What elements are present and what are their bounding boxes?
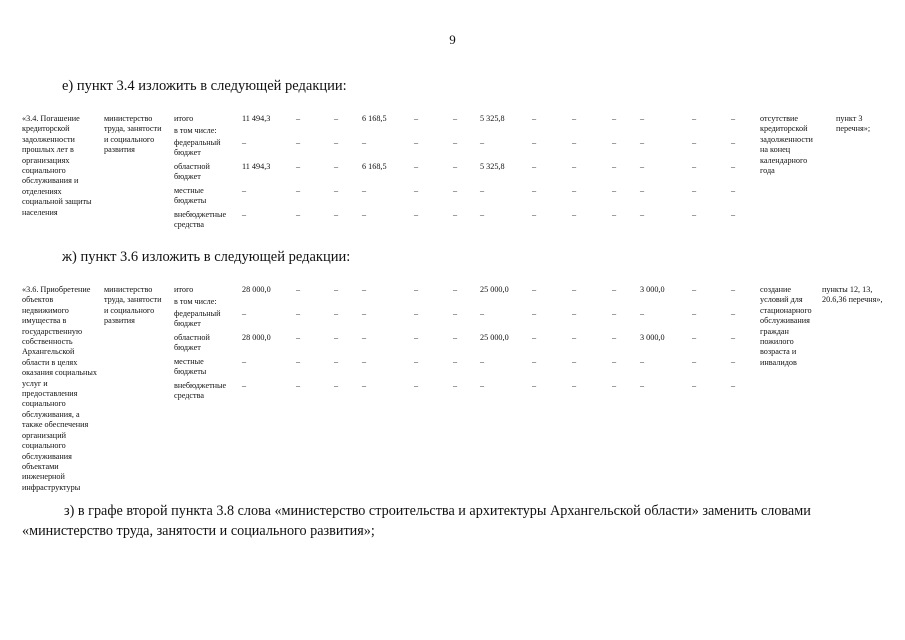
value-cell: – [640,114,645,123]
value-cell: – [532,333,537,342]
value-cell: – [532,357,537,366]
value-cell: – [731,162,736,171]
value-cell: – [242,309,247,318]
row-label: в том числе: [174,126,217,135]
value-cell: – [572,162,577,171]
value-cell: – [480,186,485,195]
value-cell: – [362,357,367,366]
expected-result: создание условий для стационарного обслуживания граждан пожилого возраста и инвалидов [760,285,812,367]
value-cell: – [532,162,537,171]
value-cell: – [362,186,367,195]
value-cell: – [334,114,339,123]
value-cell: – [362,309,367,318]
row-label: местные бюджеты [174,186,207,206]
row-label: федеральный бюджет [174,309,221,329]
row-label: областной бюджет [174,162,210,182]
value-cell: – [362,333,367,342]
value-cell: – [296,186,301,195]
value-cell: – [692,114,697,123]
value-cell: – [453,186,458,195]
value-cell: – [414,285,419,294]
value-cell: – [480,210,485,219]
value-cell: – [572,333,577,342]
value-cell: – [414,357,419,366]
list-reference: пункты 12, 13, 20.6,36 перечня», [822,285,883,305]
value-cell: – [453,138,458,147]
value-cell: – [640,138,645,147]
value-cell: – [572,138,577,147]
value-cell: – [572,210,577,219]
value-cell: – [334,309,339,318]
page-number: 9 [449,32,456,47]
value-cell: – [453,285,458,294]
value-cell: – [296,309,301,318]
value-cell: – [334,162,339,171]
value-cell: – [572,357,577,366]
value-cell: 11 494,3 [242,162,271,171]
value-cell: 11 494,3 [242,114,271,123]
value-cell: – [640,162,645,171]
value-cell: – [296,381,301,390]
value-cell: – [692,381,697,390]
value-cell: – [640,186,645,195]
value-cell: – [612,333,617,342]
value-cell: – [640,381,645,390]
value-cell: – [242,138,247,147]
row-label: внебюджетные средства [174,381,227,401]
value-cell: – [731,381,736,390]
value-cell: – [453,210,458,219]
value-cell: – [296,114,301,123]
value-cell: – [414,381,419,390]
value-cell: – [612,381,617,390]
value-cell: – [532,186,537,195]
value-cell: – [480,381,485,390]
executor: министерство труда, занятости и социального развития [104,114,162,155]
value-cell: – [453,357,458,366]
value-cell: – [731,114,736,123]
value-cell: – [296,210,301,219]
value-cell: – [612,309,617,318]
value-cell: – [334,210,339,219]
value-cell: – [362,381,367,390]
value-cell: 28 000,0 [242,333,271,342]
value-cell: – [532,381,537,390]
value-cell: – [453,333,458,342]
value-cell: 6 168,5 [362,162,387,171]
value-cell: – [414,333,419,342]
value-cell: – [453,381,458,390]
value-cell: – [414,210,419,219]
value-cell: – [480,309,485,318]
value-cell: – [414,309,419,318]
value-cell: – [640,210,645,219]
value-cell: – [242,186,247,195]
row-label: местные бюджеты [174,357,207,377]
value-cell: – [731,186,736,195]
value-cell: – [692,333,697,342]
row-label: итого [174,114,194,123]
value-cell: – [334,381,339,390]
row-label: итого [174,285,194,294]
value-cell: – [572,309,577,318]
value-cell: – [334,186,339,195]
value-cell: – [296,162,301,171]
item-name: «3.4. Погашение кредиторской задолженности прошлых лет в организациях социального обслуживания и отделениях социальной защиты населения [22,114,92,217]
value-cell: 3 000,0 [640,333,665,342]
value-cell: – [612,162,617,171]
value-cell: 5 325,8 [480,114,505,123]
value-cell: – [612,357,617,366]
value-cell: – [692,357,697,366]
row-label: внебюджетные средства [174,210,227,230]
value-cell: – [362,138,367,147]
value-cell: – [362,210,367,219]
value-cell: – [692,210,697,219]
value-cell: – [612,138,617,147]
value-cell: – [296,333,301,342]
value-cell: – [532,285,537,294]
section-e-heading: е) пункт 3.4 изложить в следующей редакции: [62,78,347,94]
value-cell: – [453,114,458,123]
row-label: областной бюджет [174,333,210,353]
list-reference: пункт 3 перечня»; [836,114,871,134]
value-cell: – [334,333,339,342]
executor: министерство труда, занятости и социального развития [104,285,162,326]
value-cell: – [296,138,301,147]
value-cell: 25 000,0 [480,285,509,294]
value-cell: – [362,285,367,294]
row-label: федеральный бюджет [174,138,221,158]
section-z-text: з) в графе второй пункта 3.8 слова «министерство строительства и архитектуры Архангельской области» заменить словами «министерство труда, занятости и социального развития»; [22,503,811,539]
value-cell: – [532,138,537,147]
value-cell: – [731,309,736,318]
value-cell: – [692,186,697,195]
value-cell: – [612,114,617,123]
value-cell: – [612,210,617,219]
value-cell: – [453,309,458,318]
value-cell: – [480,357,485,366]
section-z-paragraph [22,502,880,541]
value-cell: – [480,138,485,147]
value-cell: 3 000,0 [640,285,665,294]
value-cell: – [334,285,339,294]
value-cell: – [731,285,736,294]
value-cell: – [414,162,419,171]
value-cell: – [334,138,339,147]
value-cell: – [731,210,736,219]
value-cell: 25 000,0 [480,333,509,342]
value-cell: – [242,357,247,366]
expected-result: отсутствие кредиторской задолженности на конец календарного года [760,114,813,176]
value-cell: 28 000,0 [242,285,271,294]
value-cell: – [532,114,537,123]
value-cell: – [731,357,736,366]
value-cell: – [692,162,697,171]
value-cell: – [296,357,301,366]
value-cell: – [640,309,645,318]
value-cell: – [612,285,617,294]
value-cell: – [731,333,736,342]
value-cell: 5 325,8 [480,162,505,171]
value-cell: – [532,210,537,219]
row-label: в том числе: [174,297,217,306]
value-cell: – [612,186,617,195]
value-cell: – [640,357,645,366]
value-cell: – [242,381,247,390]
value-cell: – [572,114,577,123]
value-cell: – [572,285,577,294]
value-cell: – [572,381,577,390]
item-name: «3.6. Приобретение объектов недвижимого имущества в государственную собственность Архангельской области в целях оказания социальных услуг и предоставления социального обслуживания, а также обеспечения организаций социального обслуживания объектами инженерной инфраструктуры [22,285,98,492]
value-cell: – [242,210,247,219]
value-cell: – [692,285,697,294]
value-cell: – [414,114,419,123]
value-cell: – [692,138,697,147]
value-cell: – [692,309,697,318]
value-cell: – [414,138,419,147]
section-zh-heading: ж) пункт 3.6 изложить в следующей редакции: [62,249,351,265]
value-cell: – [296,285,301,294]
value-cell: – [532,309,537,318]
value-cell: 6 168,5 [362,114,387,123]
value-cell: – [572,186,577,195]
value-cell: – [334,357,339,366]
value-cell: – [453,162,458,171]
value-cell: – [414,186,419,195]
value-cell: – [731,138,736,147]
